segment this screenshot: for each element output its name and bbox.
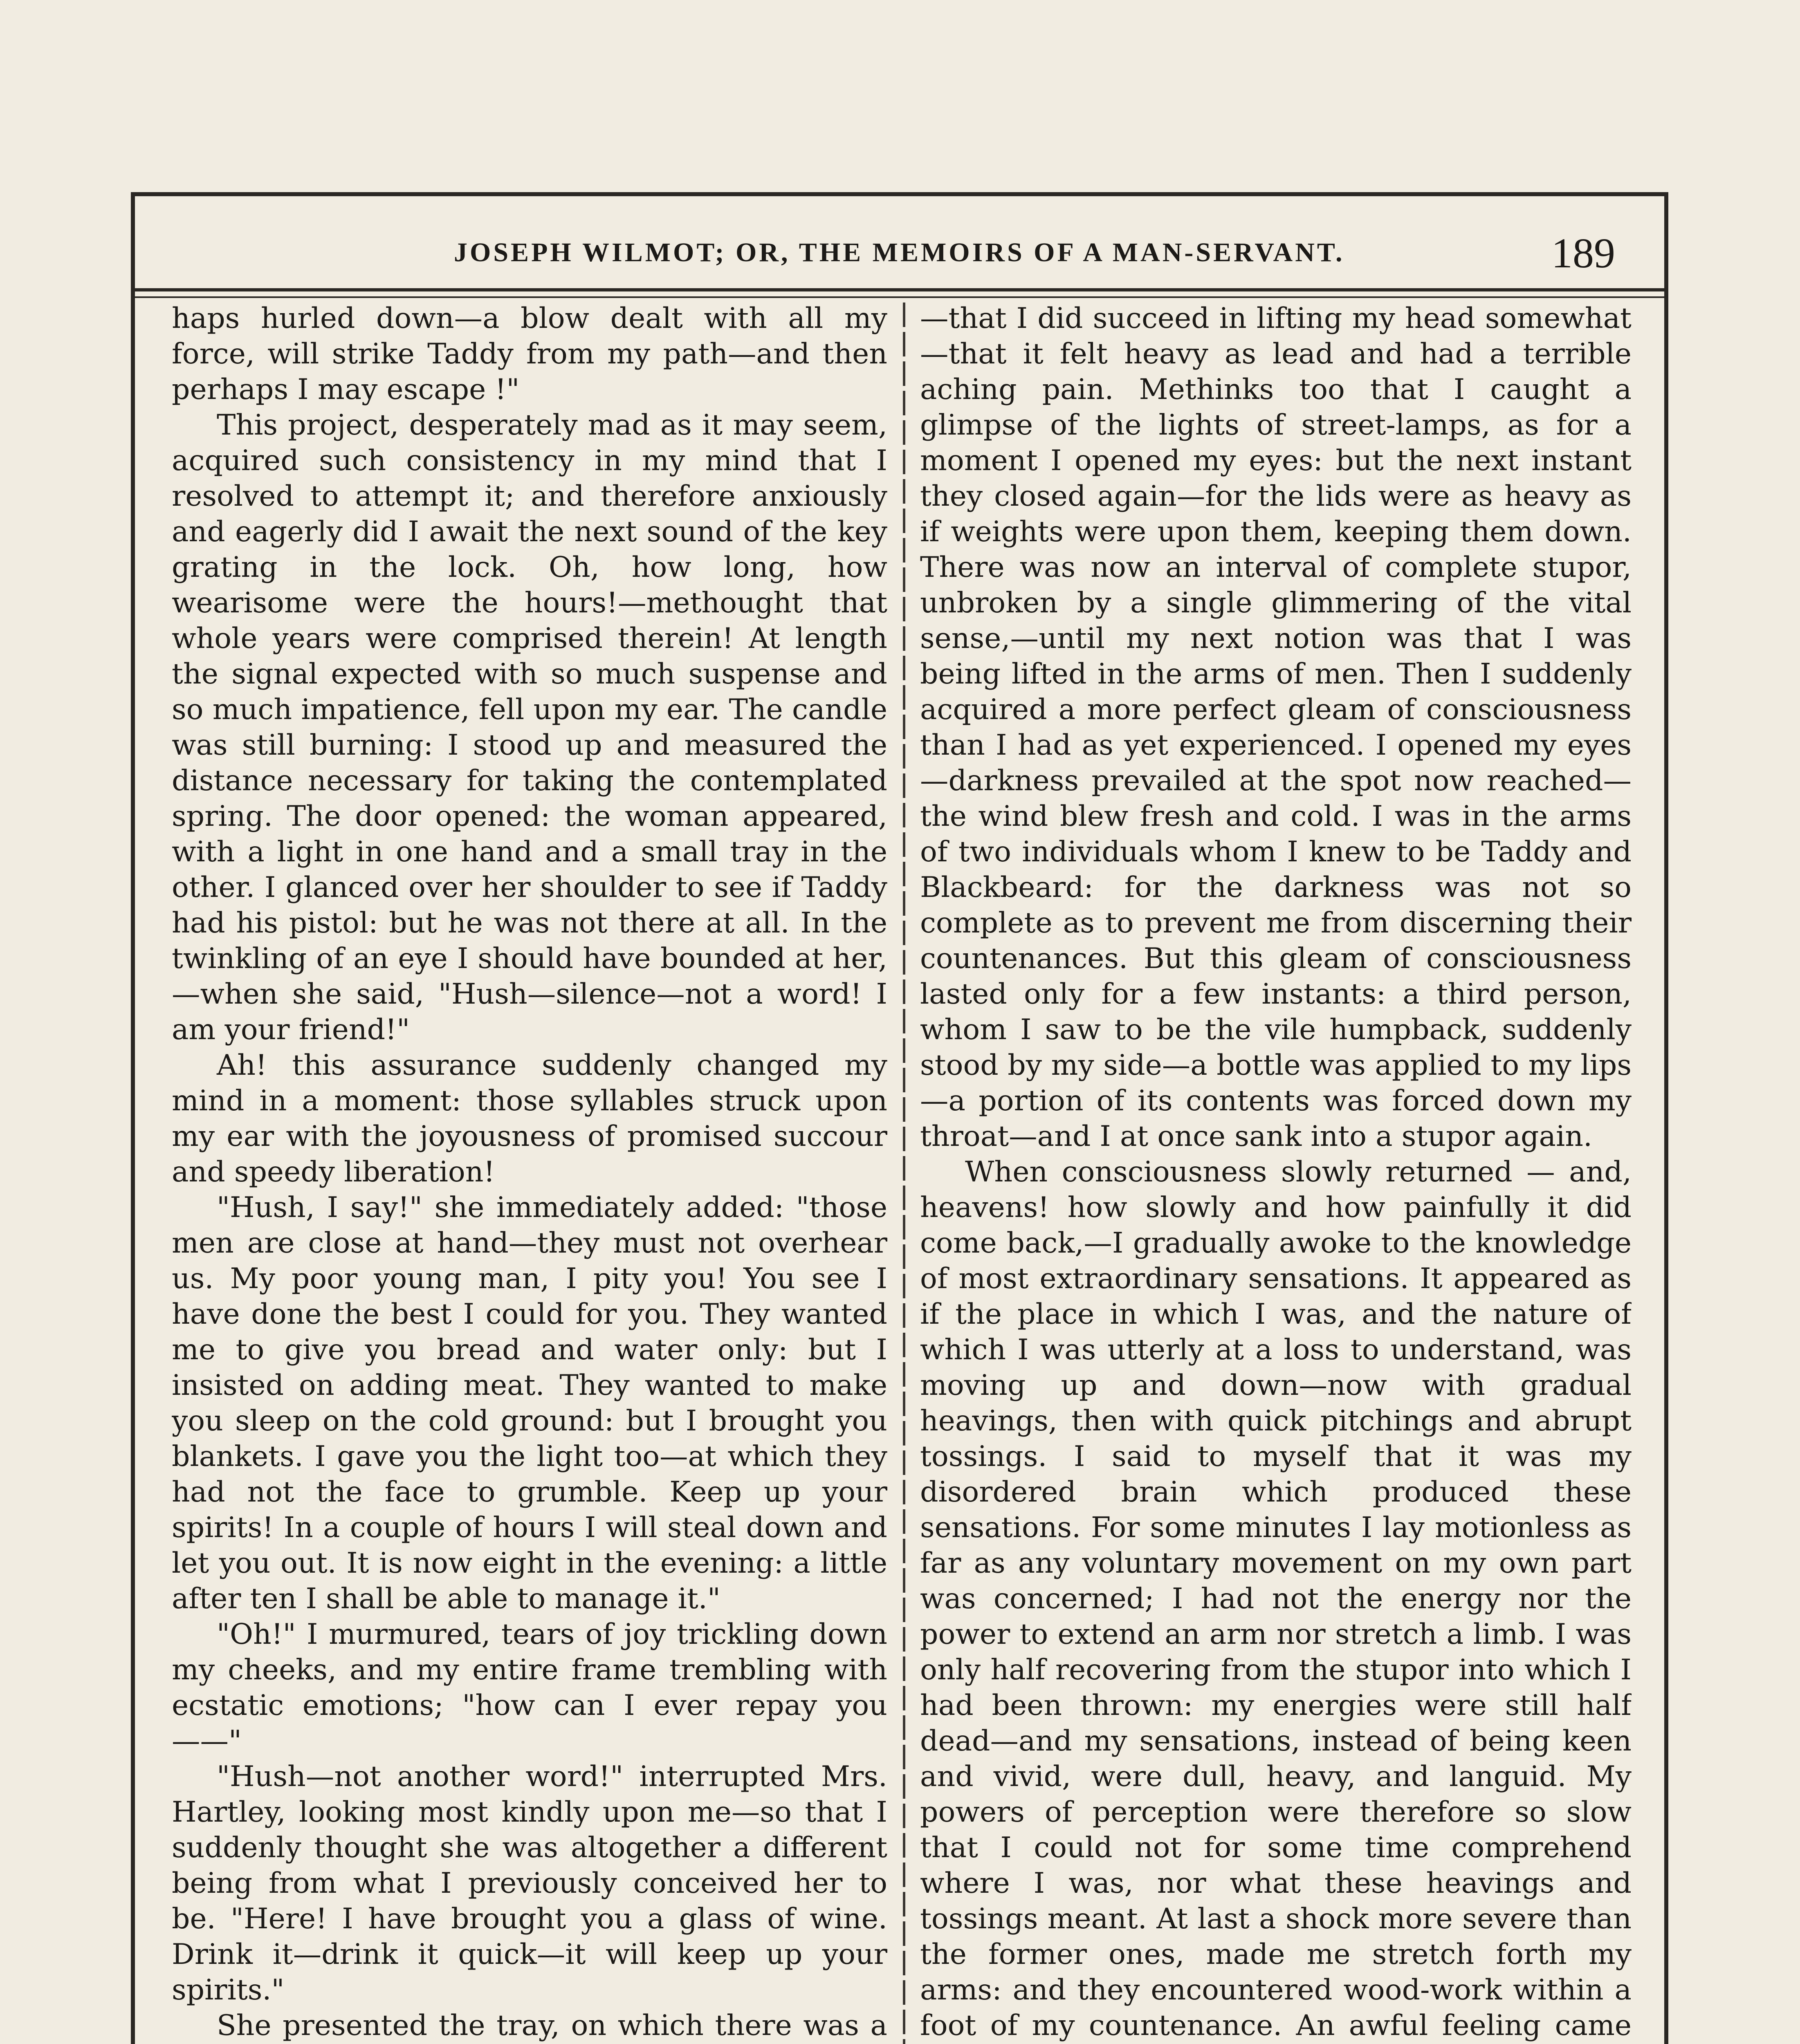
column-divider	[903, 303, 905, 2044]
paragraph: When consciousness slowly returned — and, heavens! how slowly and how painfully it did come back,—I gradually awoke to the knowledge of most extraordinary sensations. It appeared as if the place in which I was, and the nature of which I was utterly at a loss to understand, was moving up and down—now with gradual heavings, then with quick pitchings and abrupt tossings. I said to myself that it was my disordered brain which produced these sensations. For some minutes I lay motionless as far as any voluntary movement on my own part was concerned; I had not the energy nor the power to extend an arm nor stretch a limb. I was only half recovering from the stupor into which I had been thrown: my energies were still half dead—and my sensations, instead of being keen and vivid, were dull, heavy, and languid. My powers of perception were therefore so slow that I could not for some time comprehend where I was, nor what these heavings and tossings meant. At last a shock more severe than the former ones, made me stretch forth my arms: and they encountered wood-work within a foot of my countenance. An awful feeling came	[920, 1155, 1632, 2042]
paragraph: She presented the tray, on which there was a	[217, 2009, 887, 2042]
paragraph: This project, desperately mad as it may seem, acquired such consistency in my mind that I resolved to attempt it; and therefore anxiously and eagerly did I await the next sound of the key grating in the lock. Oh, how long, how wearisome were the hours!—methought that whole years were comprised therein! At length the signal expected with so much suspense and so much impatience, fell upon my ear. The candle was still burning: I stood up and measured the distance necessary for taking the contemplated spring. The door opened: the woman appeared, with a light in one hand and a small tray in the other. I glanced over her shoulder to see if Taddy had his pistol: but he was not there at all. In the twinkling of an eye I should have bounded at her,—when she said, "Hush—silence—not a word! I am your friend!"	[172, 408, 887, 1046]
paragraph: —that I did succeed in lifting my head somewhat—that it felt heavy as lead and had a terrible aching pain. Methinks too that I caught a glimpse of the lights of street-lamps, as for a moment I opened my eyes: but the next instant they closed again—for the lids were as heavy as if weights were upon them, keeping them down. There was now an interval of complete stupor, unbroken by a single glimmering of the vital sense,—until my next notion was that I was being lifted in the arms of men. Then I suddenly acquired a more perfect gleam of consciousness than I had as yet experienced. I opened my eyes—darkness prevailed at the spot now reached—the wind blew fresh and cold. I was in the arms of two individuals whom I knew to be Taddy and Blackbeard: for the darkness was not so complete as to prevent me from discerning their countenances. But this gleam of consciousness lasted only for a few instants: a third person, whom I saw to be the vile humpback, suddenly stood by my side—a bottle was applied to my lips—a portion of its contents was forced down my throat—and I at once sank into a stupor again.	[920, 302, 1632, 1153]
paragraph: Ah! this assurance suddenly changed my mind in a moment: those syllables struck upon my ear with the joyousness of promised succour and speedy liberation!	[172, 1049, 887, 1188]
paragraph: "Hush—not another word!" interrupted Mrs. Hartley, looking most kindly upon me—so that I suddenly thought she was altogether a different being from what I previously conceived her to be. "Here! I have brought you a glass of wine. Drink it—drink it quick—it will keep up your spirits."	[172, 1760, 887, 2006]
paragraph: "Oh!" I murmured, tears of joy trickling down my cheeks, and my entire frame trembling with ecstatic emotions; "how can I ever repay you——"	[172, 1618, 887, 1757]
right-column	[920, 300, 1632, 2044]
paragraph: haps hurled down—a blow dealt with all my force, will strike Taddy from my path—and then perhaps I may escape !"	[172, 302, 887, 406]
running-title: JOSEPH WILMOT; OR, THE MEMOIRS OF A MAN-SERVANT.	[454, 238, 1345, 267]
left-column	[172, 300, 887, 2044]
running-head	[135, 229, 1660, 286]
header-rule	[135, 288, 1664, 291]
header-rule-thin	[135, 296, 1664, 298]
page-number: 189	[1551, 230, 1615, 277]
paragraph: "Hush, I say!" she immediately added: "those men are close at hand—they must not overhear us. My poor young man, I pity you! You see I have done the best I could for you. They wanted me to give you bread and water only: but I insisted on adding meat. They wanted to make you sleep on the cold ground: but I brought you blankets. I gave you the light too—at which they had not the face to grumble. Keep up your spirits! In a couple of hours I will steal down and let you out. It is now eight in the evening: a little after ten I shall be able to manage it."	[172, 1191, 887, 1615]
